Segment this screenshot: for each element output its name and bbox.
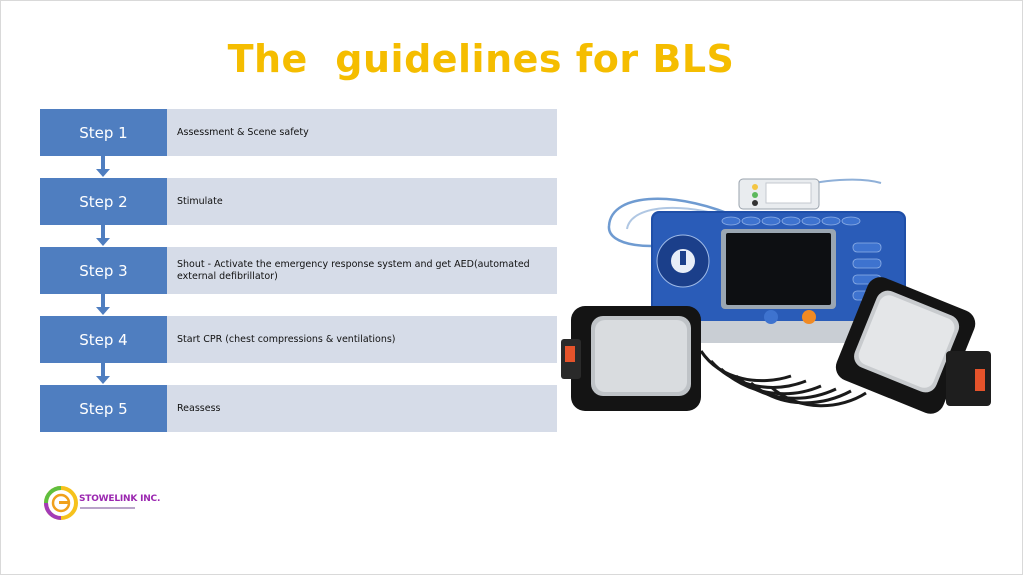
step-label-2: Step 2 (40, 178, 167, 225)
step-connector-3 (101, 294, 105, 308)
defibrillator-image (561, 171, 1016, 431)
step-arrow-1 (96, 169, 110, 177)
stowelink-logo-icon (43, 483, 79, 523)
step-arrow-4 (96, 376, 110, 384)
step-label-4: Step 4 (40, 316, 167, 363)
step-row-2 (40, 178, 557, 225)
step-label-5: Step 5 (40, 385, 167, 432)
logo-tagline-line (80, 507, 135, 509)
step-text-5: Reassess (177, 402, 221, 414)
step-connector-2 (101, 225, 105, 239)
logo-text: STOWELINK INC. (79, 494, 161, 504)
step-label-1: Step 1 (40, 109, 167, 156)
slide-title: The guidelines for BLS (227, 37, 735, 81)
step-connector-4 (101, 363, 105, 377)
step-text-box-2 (167, 178, 557, 225)
step-label-3: Step 3 (40, 247, 167, 294)
step-arrow-3 (96, 307, 110, 315)
step-text-box-3 (167, 247, 557, 294)
step-text-box-1 (167, 109, 557, 156)
step-row-5 (40, 385, 557, 432)
stowelink-logo (43, 483, 161, 523)
step-arrow-2 (96, 238, 110, 246)
step-text-4: Start CPR (chest compressions & ventilations) (177, 333, 396, 345)
step-connector-1 (101, 156, 105, 170)
step-text-1: Assessment & Scene safety (177, 126, 309, 138)
step-row-3 (40, 247, 557, 294)
step-row-1 (40, 109, 557, 156)
step-text-2: Stimulate (177, 195, 223, 207)
step-text-box-4 (167, 316, 557, 363)
step-row-4 (40, 316, 557, 363)
step-text-box-5 (167, 385, 557, 432)
step-text-3: Shout - Activate the emergency response system and get AED(automated external defibrillator) (177, 258, 530, 282)
